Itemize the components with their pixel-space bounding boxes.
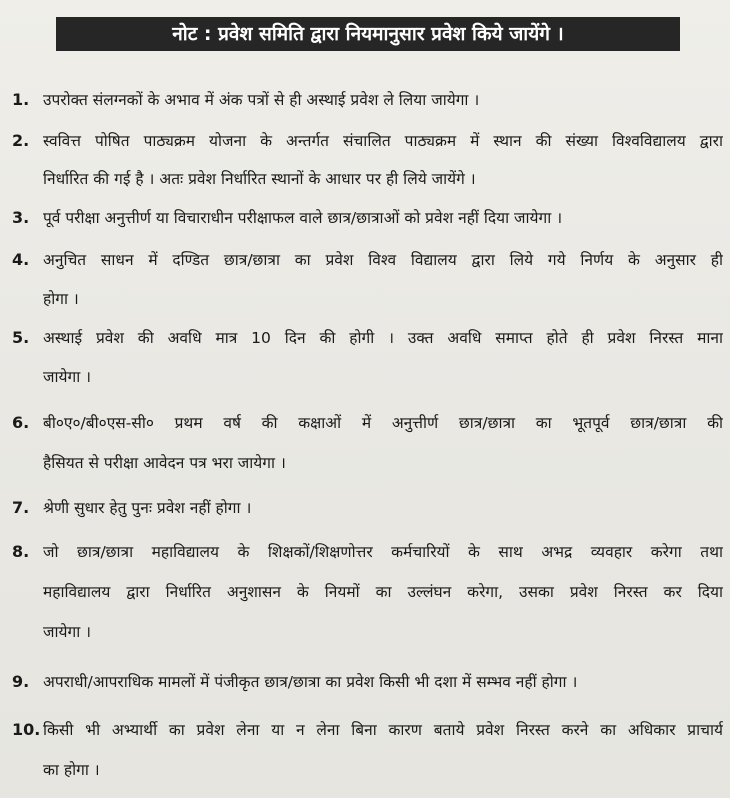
item-number: 4. (12, 250, 30, 269)
item-text-line: स्ववित्त पोषित पाठ्यक्रम योजना के अन्तर्गत संचालित पाठ्यक्रम में स्थान की संख्या विश्वविद्यालय द्वारा (43, 132, 723, 150)
item-text-line: किसी भी अभ्यार्थी का प्रवेश लेना या न लेना बिना कारण बताये प्रवेश निरस्त करने का अधिकार प्राचार्य (43, 721, 723, 739)
item-text-line: महाविद्यालय द्वारा निर्धारित अनुशासन के नियमों का उल्लंघन करेगा, उसका प्रवेश निरस्त कर दिया (43, 583, 723, 601)
item-number: 3. (12, 208, 30, 227)
item-number: 7. (12, 498, 30, 517)
item-text-line: अस्थाई प्रवेश की अवधि मात्र 10 दिन की होगी । उक्त अवधि समाप्त होते ही प्रवेश निरस्त माना (43, 329, 723, 347)
notice-banner: नोट : प्रवेश समिति द्वारा नियमानुसार प्रवेश किये जायेंगे । (56, 17, 680, 51)
item-text-line: श्रेणी सुधार हेतु पुनः प्रवेश नहीं होगा । (43, 499, 252, 517)
item-number: 9. (12, 672, 30, 691)
item-text-line: निर्धारित की गई है । अतः प्रवेश निर्धारित स्थानों के आधार पर ही लिये जायेंगे । (43, 170, 476, 188)
item-text-line: जो छात्र/छात्रा महाविद्यालय के शिक्षकों/शिक्षणोत्तर कर्मचारियों के साथ अभद्र व्यवहार करेगा तथा (43, 543, 723, 561)
item-text-line: का होगा । (43, 761, 100, 779)
item-number: 6. (12, 413, 30, 432)
item-number: 5. (12, 328, 30, 347)
item-number: 8. (12, 542, 30, 561)
item-number: 1. (12, 90, 30, 109)
item-text-line: अपराधी/आपराधिक मामलों में पंजीकृत छात्र/छात्रा का प्रवेश किसी भी दशा में सम्भव नहीं होगा । (43, 673, 578, 691)
item-text-line: उपरोक्त संलग्नकों के अभाव में अंक पत्रों से ही अस्थाई प्रवेश ले लिया जायेगा । (43, 91, 480, 109)
item-text-line: अनुचित साधन में दण्डित छात्र/छात्रा का प्रवेश विश्व विद्यालय द्वारा लिये गये निर्णय के अनुसार ही (43, 251, 723, 269)
item-text-line: जायेगा । (43, 623, 92, 641)
item-text-line: जायेगा । (43, 368, 92, 386)
item-text-line: पूर्व परीक्षा अनुत्तीर्ण या विचाराधीन परीक्षाफल वाले छात्र/छात्राओं को प्रवेश नहीं दिया जायेगा । (43, 209, 563, 227)
item-number: 2. (12, 131, 30, 150)
item-text-line: होगा । (43, 290, 79, 308)
item-text-line: हैसियत से परीक्षा आवेदन पत्र भरा जायेगा । (43, 454, 286, 472)
item-number: 10. (12, 720, 41, 739)
item-text-line: बी०ए०/बी०एस-सी० प्रथम वर्ष की कक्षाओं में अनुत्तीर्ण छात्र/छात्रा का भूतपूर्व छात्र/छात्रा की (43, 414, 723, 432)
